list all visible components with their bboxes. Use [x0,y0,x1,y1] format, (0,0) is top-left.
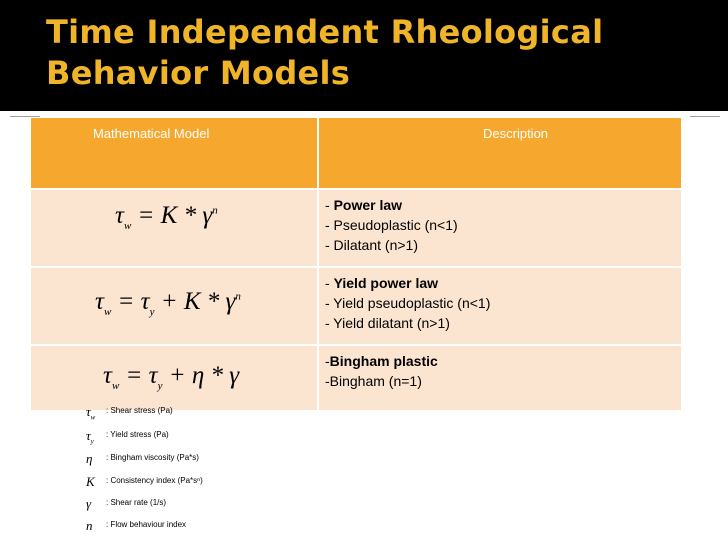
description-list [325,273,490,333]
divider-right [690,116,720,117]
models-table [31,118,681,410]
header-description-label: Description [483,126,549,141]
description-line: - Dilatant (n>1) [325,237,418,253]
model-name: Power law [333,197,403,213]
title-line-1: Time Independent Rheological [46,13,604,51]
equation-power-law: $\tau_w = K * \gamma^n$ [115,202,218,232]
description-cell [319,346,681,410]
legend-text: : Flow behaviour index [106,520,187,529]
symbol-consistency-index: K [86,474,95,489]
description-list [325,351,438,391]
symbol-shear-rate: γ [86,496,92,511]
description-cell [319,268,681,344]
legend-text: : Yield stress (Pa) [106,430,169,439]
legend-text: : Bingham viscosity (Pa*s) [106,453,199,462]
description-line: - Power law [325,197,403,213]
legend-text: : Consistency index (Pa*sⁿ) [106,476,203,485]
equation-yield-power-law: $\tau_w = \tau_y + K * \gamma^n$ [95,288,241,318]
model-name: Bingham plastic [329,353,438,369]
description-line: -Bingham (n=1) [325,373,422,389]
symbol-shear-stress: $\tau_w$ [86,404,96,422]
title-line-2: Behavior Models [46,54,351,92]
legend-text: : Shear rate (1/s) [106,498,167,507]
legend-text: : Shear stress (Pa) [106,406,173,415]
symbol-yield-stress: $\tau_y$ [86,428,94,446]
symbol-flow-index: n [86,518,93,533]
header-model-label: Mathematical Model [93,126,210,141]
title-banner [0,0,728,111]
divider-left [10,116,40,117]
table-row [31,190,681,266]
description-line: - Pseudoplastic (n<1) [325,217,458,233]
description-cell [319,190,681,266]
description-line: - Yield power law [325,275,439,291]
symbol-bingham-viscosity: η [86,451,93,466]
description-list [325,195,458,255]
header-cell-description [319,118,681,188]
table-row [31,346,681,410]
equation-bingham: $\tau_w = \tau_y + \eta * \gamma$ [103,362,240,392]
model-cell [31,346,317,410]
header-cell-model [31,118,317,188]
description-line: - Yield dilatant (n>1) [325,315,450,331]
model-name: Yield power law [333,275,439,291]
description-line: - Yield pseudoplastic (n<1) [325,295,491,311]
description-line: -Bingham plastic [325,353,438,369]
model-cell [31,268,317,344]
table-row [31,268,681,344]
model-cell [31,190,317,266]
slide-title [46,12,716,94]
table-header-row [31,118,681,188]
